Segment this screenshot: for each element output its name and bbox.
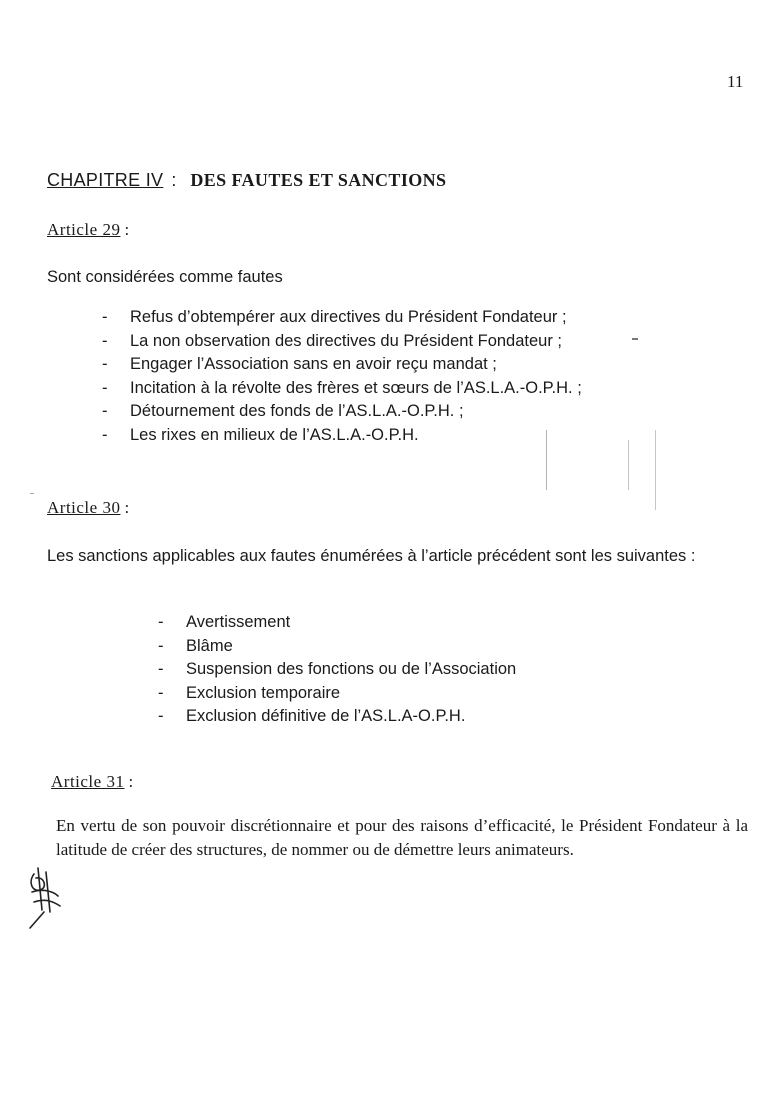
list-item-text: Refus d’obtempérer aux directives du Président Fondateur ; (130, 308, 567, 326)
article-30-intro: Les sanctions applicables aux fautes énumérées à l’article précédent sont les suivantes : (47, 547, 696, 565)
article-31-heading (51, 772, 133, 792)
scan-artifact (30, 493, 34, 494)
list-dash: - (102, 425, 108, 444)
list-item (158, 658, 516, 682)
list-item (158, 682, 516, 706)
list-item (158, 635, 516, 659)
list-dash: - (158, 683, 164, 702)
list-item (102, 400, 582, 424)
list-dash: - (102, 402, 108, 420)
list-dash: - (158, 636, 164, 655)
list-item-text: Engager l’Association sans en avoir reçu mandat ; (130, 355, 497, 373)
list-item-text: Exclusion définitive de l’AS.L.A-O.P.H. (186, 707, 466, 725)
list-item-text: Exclusion temporaire (186, 683, 341, 702)
list-item (102, 353, 582, 377)
article-31-colon: : (128, 772, 134, 791)
page-number: 11 (727, 72, 744, 91)
article-30-list (158, 611, 516, 729)
list-item-text: Avertissement (186, 613, 291, 631)
scan-artifact (546, 430, 547, 490)
list-item (158, 705, 516, 729)
article-29-list (102, 306, 582, 447)
list-item (102, 330, 582, 354)
list-item-text: Blâme (186, 636, 233, 655)
list-item-text: Incitation à la révolte des frères et sœurs de l’AS.L.A.-O.P.H. ; (130, 378, 582, 397)
article-30-label: Article 30 (47, 498, 121, 517)
scan-artifact (628, 440, 629, 490)
list-item-text: La non observation des directives du Président Fondateur ; (130, 331, 563, 350)
list-item-text: Suspension des fonctions ou de l’Association (186, 660, 517, 678)
list-dash: - (102, 331, 108, 350)
scan-artifact (655, 430, 656, 510)
list-item (102, 377, 582, 401)
chapter-separator: : (171, 170, 177, 190)
article-31-label: Article 31 (51, 772, 125, 791)
list-item (102, 306, 582, 330)
article-29-heading (47, 220, 129, 240)
article-29-colon: : (124, 220, 130, 239)
chapter-label: CHAPITRE IV (47, 170, 164, 190)
signature-mark (24, 862, 72, 932)
list-item-text: Détournement des fonds de l’AS.L.A.-O.P.H. ; (130, 402, 464, 420)
list-dash: - (102, 355, 108, 373)
list-dash: - (158, 707, 164, 725)
chapter-heading (47, 170, 446, 191)
article-31-body: En vertu de son pouvoir discrétionnaire et pour des raisons d’efficacité, le Président Fondateur à la latitude de créer des structures, de nommer ou de démettre leurs animateurs. (56, 816, 748, 859)
list-dash: - (102, 308, 108, 326)
list-item (102, 424, 582, 448)
list-item (158, 611, 516, 635)
list-item-text: Les rixes en milieux de l’AS.L.A.-O.P.H. (130, 425, 419, 444)
chapter-title: DES FAUTES ET SANCTIONS (190, 170, 447, 190)
article-30-colon: : (124, 498, 130, 517)
list-dash: - (158, 660, 164, 678)
list-dash: - (102, 378, 108, 397)
article-29-intro: Sont considérées comme fautes (47, 268, 283, 286)
scan-artifact (632, 338, 638, 340)
article-30-heading (47, 498, 129, 518)
article-29-label: Article 29 (47, 220, 121, 239)
list-dash: - (158, 613, 164, 631)
